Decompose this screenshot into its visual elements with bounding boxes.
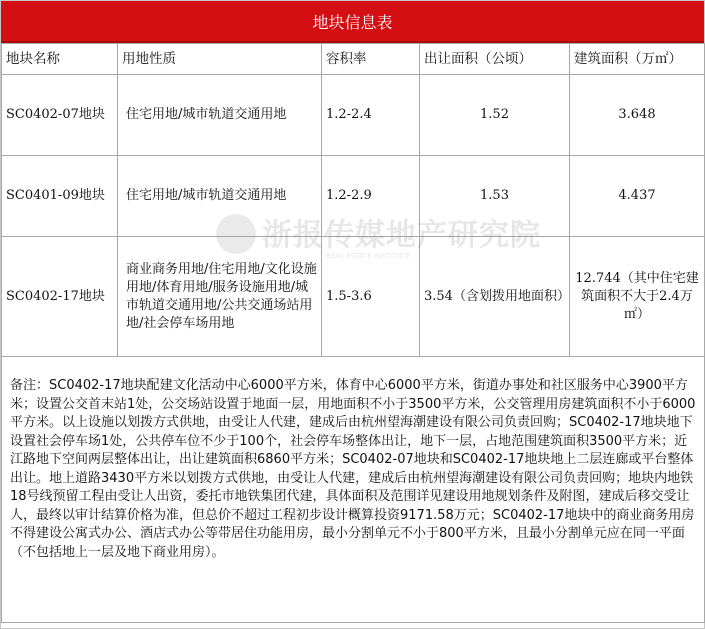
header-transfer-area: 出让面积（公顷）	[420, 44, 570, 75]
header-building-area: 建筑面积（万㎡）	[570, 44, 705, 75]
land-use: 商业商务用地/住宅用地/文化设施用地/体育用地/服务设施用地/城市轨道交通用地/公共交通场站用地/社会停车场用地	[118, 237, 322, 357]
header-floor-area-ratio: 容积率	[322, 44, 420, 75]
building-area: 3.648	[570, 75, 705, 156]
plot-name: SC0401-09地块	[2, 156, 118, 237]
transfer-area: 1.53	[420, 156, 570, 237]
note-row	[2, 357, 705, 623]
watermark-subtext: REAL ESTATE INSTITUTE	[326, 252, 411, 260]
land-info-table	[1, 43, 705, 623]
floor-area-ratio: 1.5-3.6	[322, 237, 420, 357]
header-plot-name: 地块名称	[2, 44, 118, 75]
transfer-area: 1.52	[420, 75, 570, 156]
header-land-use: 用地性质	[118, 44, 322, 75]
floor-area-ratio: 1.2-2.9	[322, 156, 420, 237]
table-row	[2, 156, 705, 237]
floor-area-ratio: 1.2-2.4	[322, 75, 420, 156]
transfer-area: 3.54（含划拨用地面积）	[420, 237, 570, 357]
note-text: 备注：SC0402-17地块配建文化活动中心6000平方米，体育中心6000平方米，街道办事处和社区服务中心3900平方米；设置公交首末站1处，公交场站设置于地面一层，用地面积不小于3500平方米，公交管理用房建筑面积不小于6000平方米。以上设施以划拨方式供地，由受让人代建，建成后由杭州望海潮建设有限公司负责回购；SC0402-17地块地下设置社会停车场1处，公共停车位不少于100个，社会停车场整体出让，地下一层，占地范围建筑面积3500平方米；近江路地下空间两层整体出让，出让建筑面积6860平方米；SC0402-07地块和SC0402-17地块地上二层连廊或平台整体出让。地上道路3430平方米以划拨方式供地，由受让人代建，建成后由杭州望海潮建设有限公司负责回购；地块内地铁18号线预留工程由受让人出资，委托市地铁集团代建，具体面积及范围详见建设用地规划条件及附图，建成后移交受让人，最终以审计结算价格为准，但总价不超过工程初步设计概算投资9171.58万元；SC0402-17地块中的商业商务用房不得建设公寓式办公、酒店式办公等带居住功能用房，最小分割单元不小于800平方米，且最小分割单元应在同一平面（不包括地上一层及地下商业用房）。	[2, 357, 705, 623]
land-use: 住宅用地/城市轨道交通用地	[118, 75, 322, 156]
plot-name: SC0402-07地块	[2, 75, 118, 156]
table-row	[2, 75, 705, 156]
plot-name: SC0402-17地块	[2, 237, 118, 357]
watermark-text: 浙报传媒地产研究院	[262, 218, 541, 253]
building-area: 12.744（其中住宅建筑面积不大于2.4万㎡）	[570, 237, 705, 357]
table-row	[2, 237, 705, 357]
table-title: 地块信息表	[1, 1, 704, 43]
building-area: 4.437	[570, 156, 705, 237]
land-use: 住宅用地/城市轨道交通用地	[118, 156, 322, 237]
header-row	[2, 44, 705, 75]
